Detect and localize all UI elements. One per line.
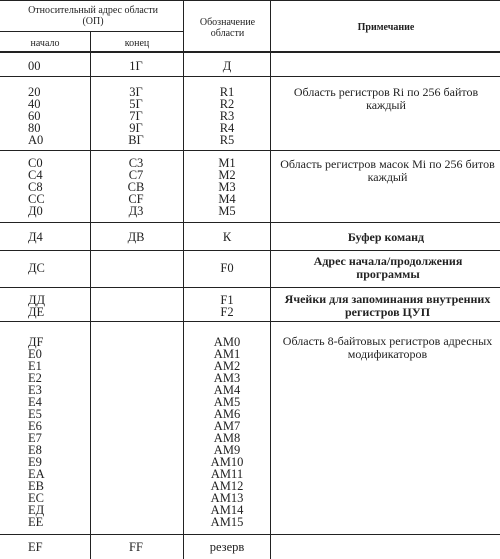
note-cell: Область регистров Ri по 256 байтов каждый bbox=[293, 85, 479, 112]
start-address-cell: 20 bbox=[28, 85, 41, 99]
start-address-cell: 00 bbox=[28, 59, 41, 73]
end-address-cell: ВГ bbox=[128, 133, 144, 147]
start-address-cell: Е9 bbox=[28, 455, 42, 469]
start-address-cell: ЕЕ bbox=[28, 515, 44, 529]
start-address-cell: Д0 bbox=[28, 204, 43, 218]
note-cell: Адрес начала/продолжения программы bbox=[313, 254, 463, 281]
start-address-cell: Е8 bbox=[28, 443, 42, 457]
area-designation-cell: АМ9 bbox=[213, 443, 241, 457]
start-address-cell: Е0 bbox=[28, 347, 42, 361]
area-designation-cell: АМ15 bbox=[210, 515, 244, 529]
table-top-border bbox=[0, 0, 500, 1]
row-divider bbox=[0, 222, 500, 223]
end-address-cell: СВ bbox=[127, 180, 145, 194]
area-designation-cell: R4 bbox=[219, 121, 235, 135]
end-address-cell: СF bbox=[128, 192, 144, 206]
end-address-cell: 1Г bbox=[129, 59, 143, 73]
header-end: конец bbox=[124, 38, 150, 49]
area-designation-cell: R5 bbox=[219, 133, 235, 147]
area-designation-cell: M2 bbox=[218, 168, 236, 182]
start-address-cell: С8 bbox=[28, 180, 43, 194]
area-designation-cell: АМ12 bbox=[210, 479, 244, 493]
start-address-cell: ДД bbox=[28, 293, 46, 307]
end-address-cell: С7 bbox=[128, 168, 144, 182]
start-address-cell: Е2 bbox=[28, 371, 42, 385]
start-address-cell: А0 bbox=[28, 133, 44, 147]
start-address-cell: ЕВ bbox=[28, 479, 44, 493]
start-address-cell: Е3 bbox=[28, 383, 42, 397]
col-divider-designation-note bbox=[270, 0, 271, 559]
area-designation-cell: M3 bbox=[218, 180, 236, 194]
row-divider bbox=[0, 76, 500, 77]
area-designation-cell: АМ7 bbox=[213, 419, 241, 433]
start-address-cell: Е4 bbox=[28, 395, 42, 409]
header-address-group: Относительный адрес области (ОП) bbox=[28, 5, 158, 27]
end-address-cell: 3Г bbox=[129, 85, 143, 99]
note-cell: Область регистров масок Mi по 256 битов каждый bbox=[280, 157, 495, 184]
end-address-cell: 9Г bbox=[129, 121, 143, 135]
note-cell: Буфер команд bbox=[347, 230, 425, 244]
start-address-cell: Д4 bbox=[28, 230, 43, 244]
start-address-cell: С4 bbox=[28, 168, 43, 182]
area-designation-cell: R1 bbox=[219, 85, 235, 99]
start-address-cell: ДС bbox=[28, 261, 45, 275]
row-divider bbox=[0, 250, 500, 251]
start-address-cell: СС bbox=[28, 192, 45, 206]
area-designation-cell: АМ4 bbox=[213, 383, 241, 397]
row-divider bbox=[0, 321, 500, 322]
start-address-cell: 80 bbox=[28, 121, 41, 135]
end-address-cell: 7Г bbox=[129, 109, 143, 123]
start-address-cell: ДЕ bbox=[28, 305, 45, 319]
area-designation-cell: F2 bbox=[220, 305, 234, 319]
end-address-cell: 5Г bbox=[129, 97, 143, 111]
area-designation-cell: АМ10 bbox=[210, 455, 244, 469]
area-designation-cell: АМ3 bbox=[213, 371, 241, 385]
area-designation-cell: К bbox=[222, 230, 232, 244]
end-address-cell: Д3 bbox=[128, 204, 144, 218]
start-address-cell: Е1 bbox=[28, 359, 42, 373]
start-address-cell: ДF bbox=[28, 335, 44, 349]
start-address-cell: 60 bbox=[28, 109, 41, 123]
area-designation-cell: F0 bbox=[220, 261, 234, 275]
start-address-cell: ЕА bbox=[28, 467, 45, 481]
start-address-cell: 40 bbox=[28, 97, 41, 111]
area-designation-cell: АМ13 bbox=[210, 491, 244, 505]
header-start: начало bbox=[30, 38, 60, 49]
header-note: Примечание bbox=[357, 22, 415, 33]
area-designation-cell: АМ2 bbox=[213, 359, 241, 373]
area-designation-cell: F1 bbox=[220, 293, 234, 307]
area-designation-cell: АМ6 bbox=[213, 407, 241, 421]
start-address-cell: Е6 bbox=[28, 419, 42, 433]
area-designation-cell: резерв bbox=[209, 540, 245, 554]
area-designation-cell: R2 bbox=[219, 97, 235, 111]
area-designation-cell: M5 bbox=[218, 204, 236, 218]
area-designation-cell: R3 bbox=[219, 109, 235, 123]
end-address-cell: ДВ bbox=[127, 230, 145, 244]
start-address-cell: С0 bbox=[28, 156, 43, 170]
end-address-cell: С3 bbox=[128, 156, 144, 170]
row-divider bbox=[0, 287, 500, 288]
row-divider bbox=[0, 534, 500, 535]
area-designation-cell: АМ11 bbox=[210, 467, 244, 481]
subheader-divider bbox=[0, 31, 183, 32]
note-cell: Ячейки для запоминания внутренних регистров ЦУП bbox=[284, 292, 491, 319]
end-address-cell: FF bbox=[129, 540, 143, 554]
area-designation-cell: АМ1 bbox=[213, 347, 241, 361]
row-divider bbox=[0, 150, 500, 151]
start-address-cell: Е5 bbox=[28, 407, 42, 421]
area-designation-cell: АМ8 bbox=[213, 431, 241, 445]
area-designation-cell: АМ14 bbox=[210, 503, 244, 517]
area-designation-cell: АМ0 bbox=[213, 335, 241, 349]
area-designation-cell: АМ5 bbox=[213, 395, 241, 409]
header-bottom-border bbox=[0, 51, 500, 53]
start-address-cell: ЕС bbox=[28, 491, 44, 505]
area-designation-cell: M1 bbox=[218, 156, 236, 170]
col-divider-start-end bbox=[90, 31, 91, 559]
start-address-cell: ЕД bbox=[28, 503, 45, 517]
start-address-cell: ЕF bbox=[28, 540, 43, 554]
start-address-cell: Е7 bbox=[28, 431, 42, 445]
note-cell: Область 8-байтовых регистров адресных модификаторов bbox=[282, 334, 493, 361]
area-designation-cell: Д bbox=[222, 59, 232, 73]
area-designation-cell: M4 bbox=[218, 192, 236, 206]
header-designation: Обозначение области bbox=[199, 17, 256, 39]
